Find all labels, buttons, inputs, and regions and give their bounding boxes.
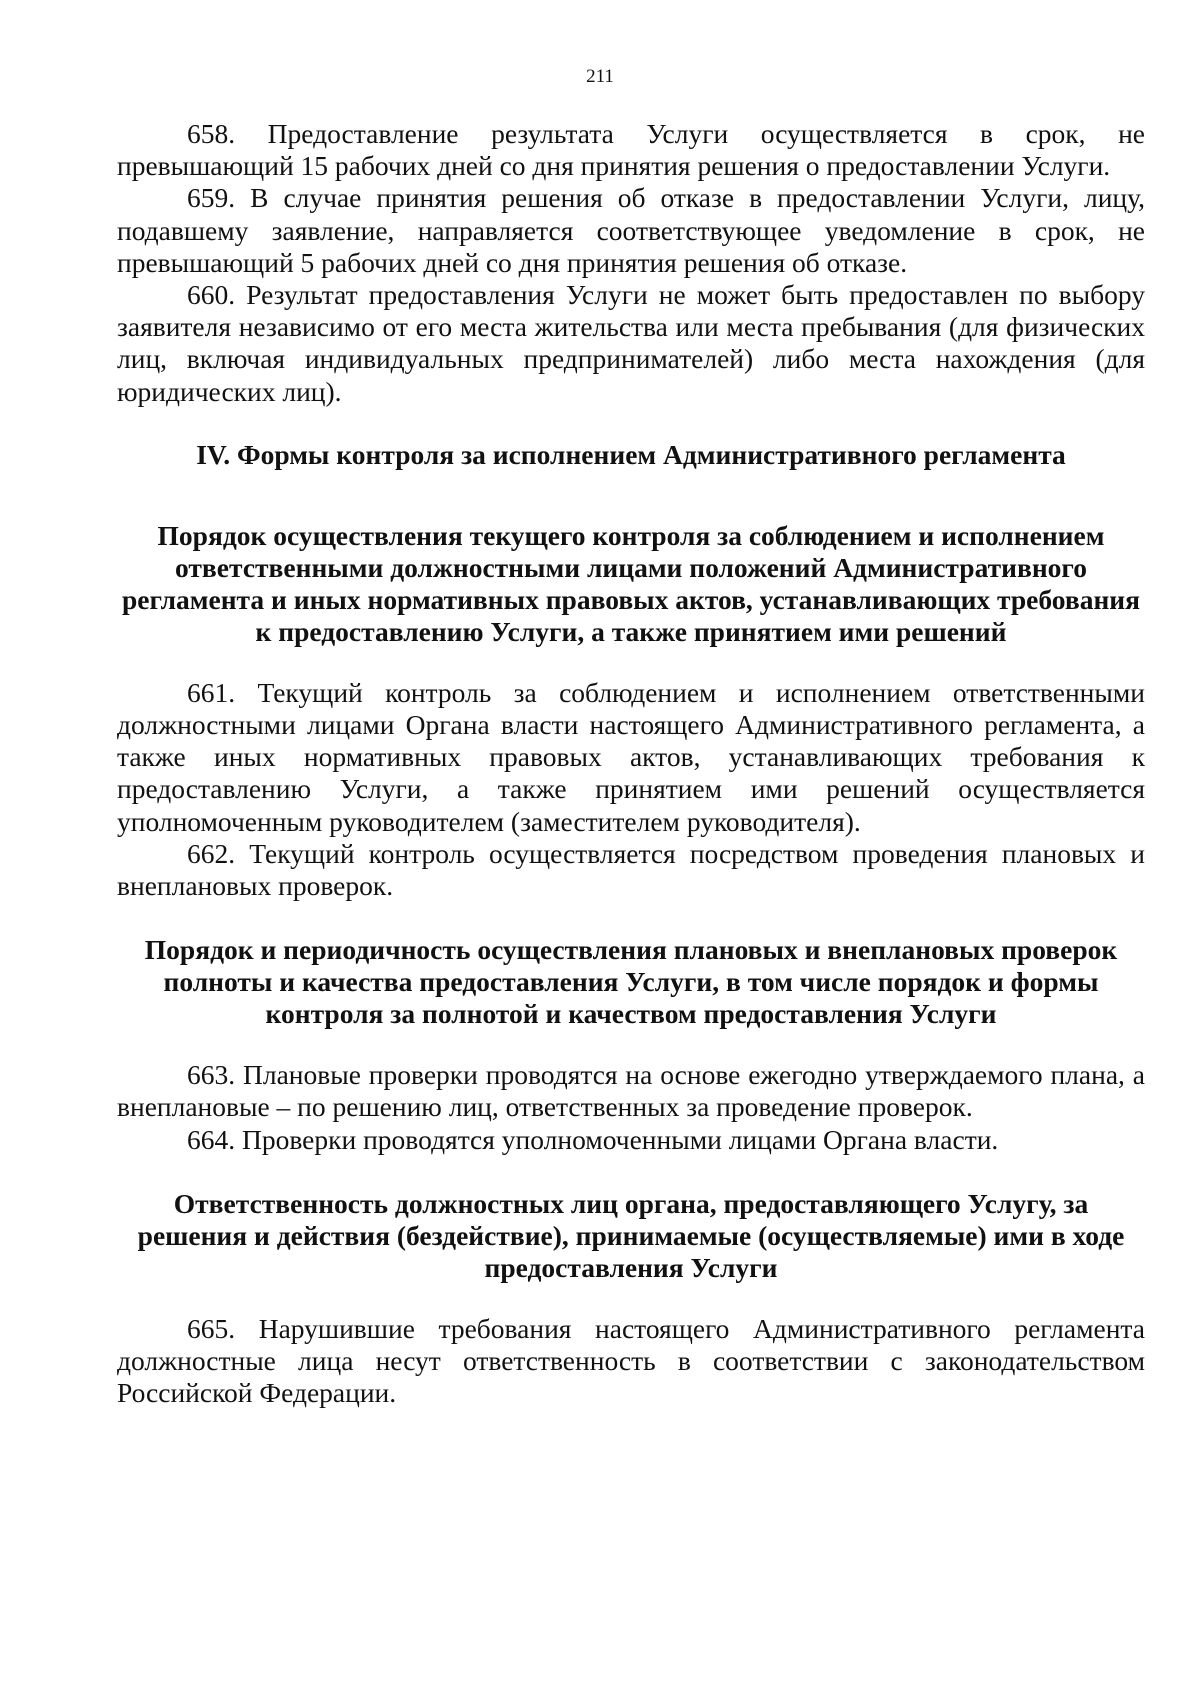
subsection-heading-responsibility: Ответственность должностных лиц органа, предоставляющего Услугу, за решения и действия (бездействие), принимаемые (осуществляемые) ими в ходе предоставления Услуги [137,1187,1125,1283]
paragraph-662: 662. Текущий контроль осуществляется посредством проведения плановых и внеплановых проверок. [117,837,1145,902]
section-heading: IV. Формы контроля за исполнением Административного регламента [196,438,1066,470]
page-number: 211 [586,66,614,87]
document-body [117,118,1145,1409]
paragraph-663: 663. Плановые проверки проводятся на основе ежегодно утверждаемого плана, а внеплановые – по решению лиц, ответственных за проведение проверок. [117,1059,1145,1123]
paragraph-665: 665. Нарушившие требования настоящего Административного регламента должностные лица несут ответственность в соответствии с законодательством Российской Федерации. [117,1312,1145,1409]
subsection-heading-planned-checks: Порядок и периодичность осуществления плановых и внеплановых проверок полноты и качества предоставления Услуги, в том числе порядок и формы контроля за полнотой и качеством предоставления Услуги [144,934,1118,1030]
subsection-heading-current-control: Порядок осуществления текущего контроля за соблюдением и исполнением ответственными должностными лицами положений Административного регламента и иных нормативных правовых актов, устанавливающих требования к предоставлению Услуги, а также принятием ими решений [121,519,1141,647]
paragraph-661: 661. Текущий контроль за соблюдением и исполнением ответственными должностными лицами Органа власти настоящего Административного регламента, а также иных нормативных правовых актов, устанавливающих требования к предоставлению Услуги, а также принятием ими решений осуществляется уполномоченным руководителем (заместителем руководителя). [117,676,1145,837]
paragraph-658: 658. Предоставление результата Услуги осуществляется в срок, не превышающий 15 рабочих дней со дня принятия решения о предоставлении Услуги. [117,118,1145,182]
paragraph-659: 659. В случае принятия решения об отказе в предоставлении Услуги, лицу, подавшему заявление, направляется соответствующее уведомление в срок, не превышающий 5 рабочих дней со дня принятия решения об отказе. [117,182,1145,278]
paragraph-664: 664. Проверки проводятся уполномоченными лицами Органа власти. [187,1123,999,1155]
paragraph-660: 660. Результат предоставления Услуги не может быть предоставлен по выбору заявителя независимо от его места жительства или места пребывания (для физических лиц, включая индивидуальных предпринимателей) либо места нахождения (для юридических лиц). [117,279,1145,407]
